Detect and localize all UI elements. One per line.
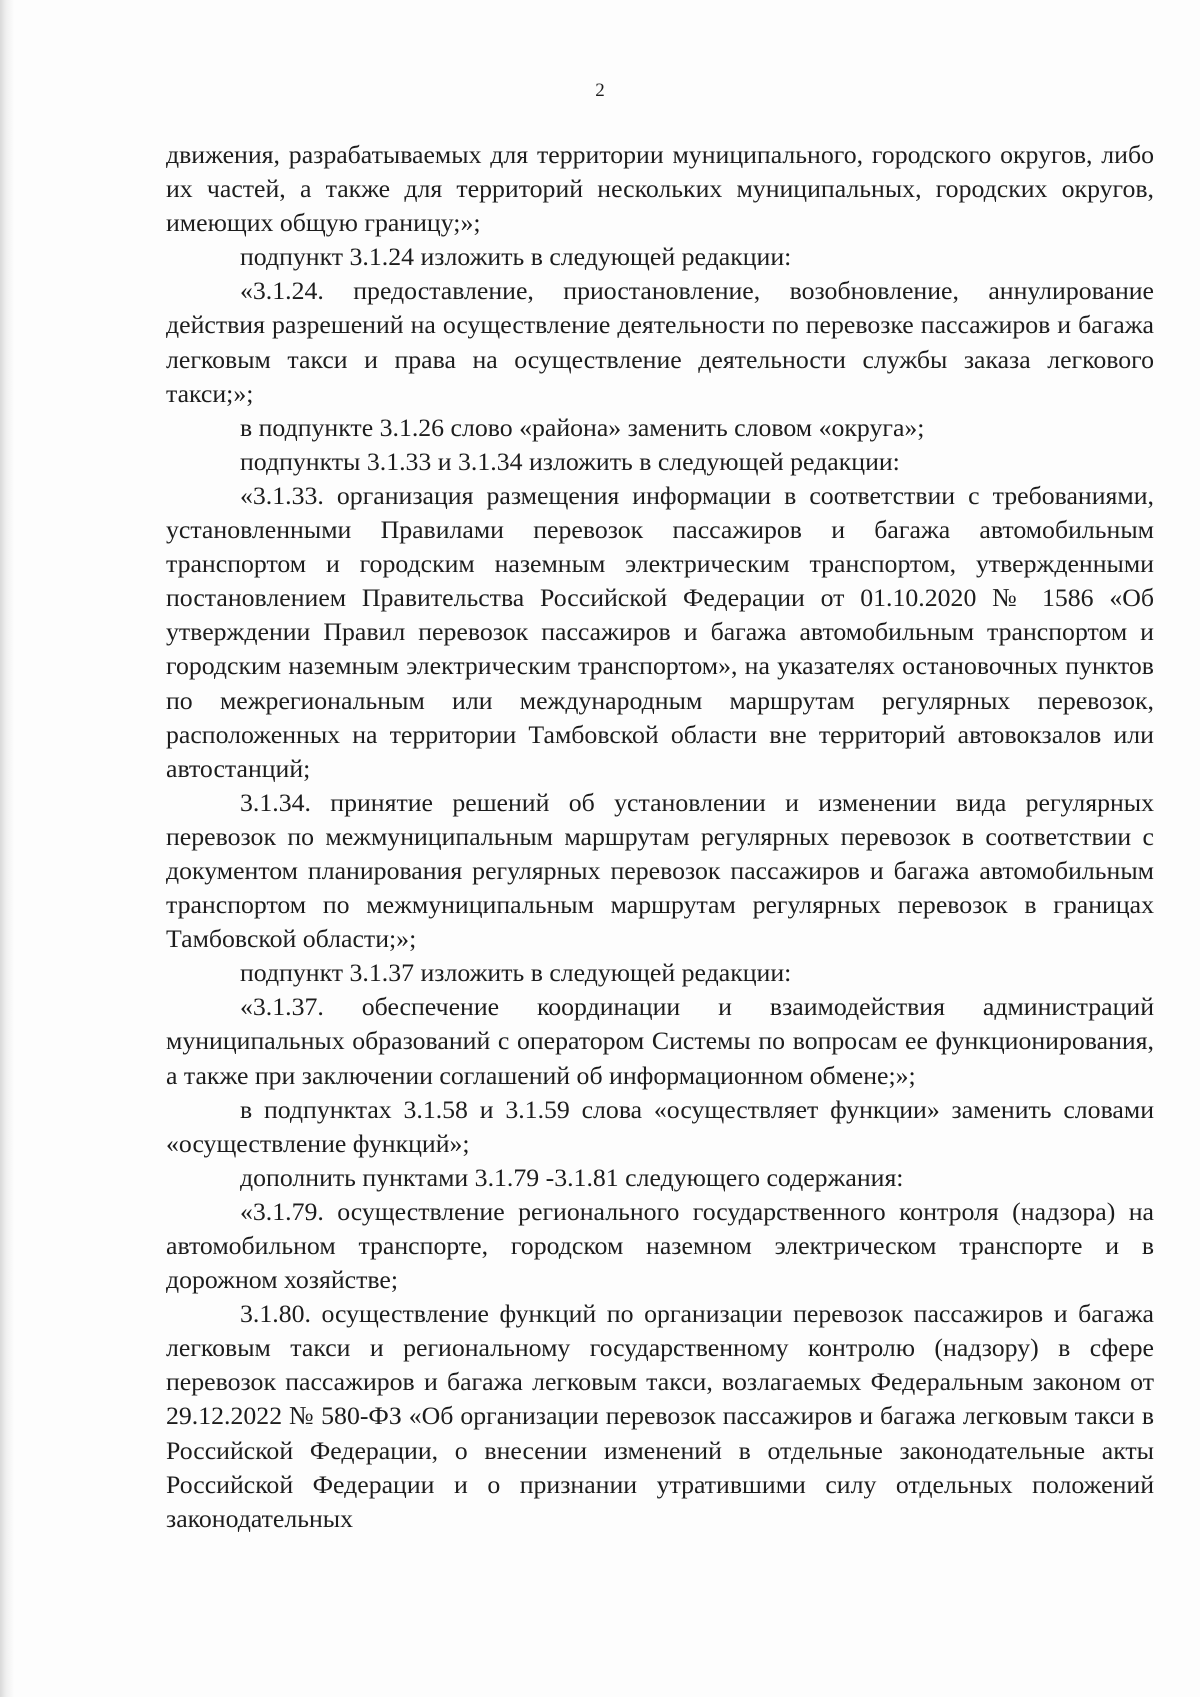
paragraph-item-3-1-34: 3.1.34. принятие решений об установлении и изменении вида регулярных перевозок по межмуниципальным маршрутам регулярных перевозок в соответствии с документом планирования регулярных перевозок пассажиров и багажа автомобильным транспортом по межмуниципальным маршрутам регулярных перевозок в границах Тамбовской области;»; [166,787,1154,954]
paragraph-instruction-3-1-26: в подпункте 3.1.26 слово «района» заменить словом «округа»; [240,412,925,442]
paragraph-instruction-3-1-33: подпункты 3.1.33 и 3.1.34 изложить в следующей редакции: [240,446,900,476]
paragraph-item-3-1-33: «3.1.33. организация размещения информации в соответствии с требованиями, установленными Правилами перевозок пассажиров и багажа автомобильным транспортом и городским наземным электрическим транспортом, утвержденными постановлением Правительства Российской Федерации от 01.10.2020 № 1586 «Об утверждении Правил перевозок пассажиров и багажа автомобильным транспортом и городским наземным электрическим транспортом», на указателях остановочных пунктов по межрегиональным или международным маршрутам регулярных перевозок, расположенных на территории Тамбовской области вне территорий автовокзалов или автостанций; [166,480,1154,783]
paragraph-instruction-3-1-24: подпункт 3.1.24 изложить в следующей редакции: [240,242,792,272]
paragraph-instruction-3-1-37: подпункт 3.1.37 изложить в следующей редакции: [240,958,792,988]
page-number: 2 [595,80,605,101]
paragraph-item-3-1-24: «3.1.24. предоставление, приостановление, возобновление, аннулирование действия разрешений на осуществление деятельности по перевозке пассажиров и багажа легковым такси и права на осуществление деятельности службы заказа легкового такси;»; [166,276,1154,408]
paragraph-item-3-1-80: 3.1.80. осуществление функций по организации перевозок пассажиров и багажа легковым такси и региональному государственному контролю (надзору) в сфере перевозок пассажиров и багажа легковым такси, возлагаемых Федеральным законом от 29.12.2022 № 580-ФЗ «Об организации перевозок пассажиров и багажа легковым такси в Российской Федерации, о внесении изменений в отдельные законодательные акты Российской Федерации и о признании утратившими силу отдельных положений законодательных [166,1299,1154,1533]
paragraph-item-3-1-79: «3.1.79. осуществление регионального государственного контроля (надзора) на автомобильном транспорте, городском наземном электрическом транспорте и в дорожном хозяйстве; [166,1196,1154,1295]
scan-edge-shadow [0,0,14,1697]
paragraph-item-3-1-37: «3.1.37. обеспечение координации и взаимодействия администраций муниципальных образований с оператором Системы по вопросам ее функционирования, а также при заключении соглашений об информационном обмене;»; [166,992,1154,1090]
paragraph-instruction-3-1-58: в подпунктах 3.1.58 и 3.1.59 слова «осуществляет функции» заменить словами «осуществление функций»; [166,1094,1154,1158]
paragraph-continuation: движения, разрабатываемых для территории муниципального, городского округов, либо их частей, а также для территорий нескольких муниципальных, городских округов, имеющих общую границу;»; [166,140,1154,238]
document-body [166,138,1154,1536]
paragraph-instruction-3-1-79: дополнить пунктами 3.1.79 -3.1.81 следующего содержания: [240,1162,904,1192]
